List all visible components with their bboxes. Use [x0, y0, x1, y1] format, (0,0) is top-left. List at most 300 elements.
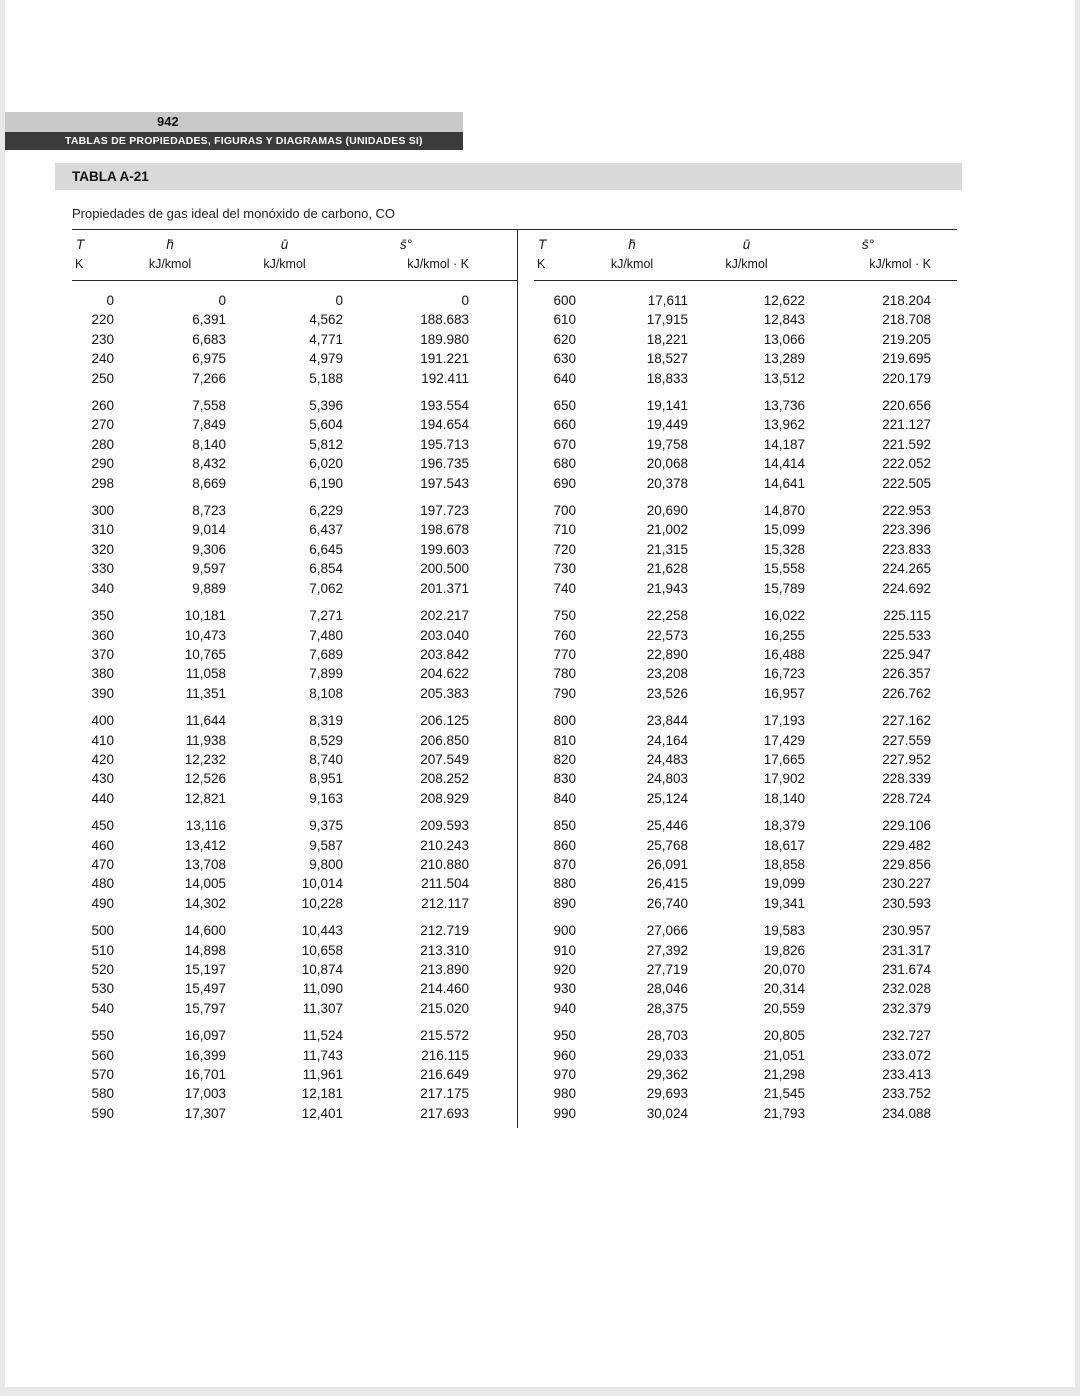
cell: 18,858: [763, 856, 805, 872]
table-row: [72, 836, 517, 855]
cell: 550: [91, 1028, 114, 1044]
cell: 820: [553, 751, 576, 767]
cell: 191.221: [420, 351, 469, 367]
cell: 232.727: [882, 1028, 931, 1044]
cell: 330: [91, 561, 114, 577]
cell: 9,587: [309, 837, 343, 853]
cell: 220.179: [882, 370, 931, 386]
cell: 27,392: [646, 942, 688, 958]
table-row: [534, 369, 957, 388]
cell: 17,902: [763, 771, 805, 787]
cell: 17,307: [184, 1105, 226, 1121]
cell: 490: [91, 895, 114, 911]
cell: 7,266: [192, 370, 226, 386]
column-header: ū: [742, 237, 751, 252]
cell: 19,826: [763, 942, 805, 958]
header-symbols-row: [534, 237, 957, 252]
cell: 14,414: [763, 456, 805, 472]
cell: 0: [461, 293, 469, 308]
cell: 920: [553, 962, 576, 977]
cell: 14,898: [184, 942, 226, 958]
cell: 760: [553, 627, 576, 643]
row-group: [72, 291, 517, 388]
cell: 9,597: [192, 561, 226, 577]
cell: 15,099: [763, 522, 805, 538]
cell: 940: [553, 1000, 576, 1016]
column-unit: kJ/kmol: [610, 257, 654, 271]
cell: 930: [553, 981, 576, 997]
table-row: [72, 684, 517, 703]
cell: 16,957: [763, 685, 805, 701]
cell: 29,033: [646, 1047, 688, 1063]
table-row: [72, 731, 517, 750]
cell: 225.533: [882, 627, 931, 643]
cell: 750: [553, 608, 576, 624]
cell: 17,003: [184, 1086, 226, 1102]
table-header: [534, 230, 957, 281]
cell: 380: [91, 666, 114, 682]
cell: 17,193: [763, 713, 805, 729]
cell: 11,351: [185, 685, 226, 701]
column-unit: K: [537, 257, 546, 271]
cell: 13,066: [763, 331, 805, 347]
table-row: [72, 855, 517, 874]
row-group: [534, 291, 957, 388]
table-row: [534, 501, 957, 520]
cell: 11,961: [302, 1067, 343, 1083]
cell: 8,319: [309, 713, 343, 729]
cell: 630: [553, 351, 576, 367]
cell: 221.127: [882, 417, 931, 433]
table-row: [534, 1104, 957, 1123]
column-header: s̄°: [399, 237, 413, 252]
cell: 209.593: [420, 818, 469, 834]
table-row: [534, 626, 957, 645]
cell: 11,090: [302, 981, 343, 997]
cell: 213.890: [420, 962, 469, 977]
table-row: [534, 979, 957, 998]
cell: 6,190: [309, 475, 343, 491]
cell: 11,938: [185, 732, 226, 748]
table-row: [534, 941, 957, 960]
cell: 202.217: [420, 608, 469, 624]
cell: 225.947: [882, 646, 931, 662]
cell: 240: [91, 351, 114, 367]
cell: 10,443: [301, 923, 343, 939]
cell: 370: [91, 646, 114, 662]
cell: 270: [91, 417, 114, 433]
cell: 226.357: [882, 666, 931, 682]
cell: 850: [553, 818, 576, 834]
cell: 870: [553, 856, 576, 872]
table-label: TABLA A-21: [72, 169, 149, 184]
cell: 16,488: [763, 646, 805, 662]
cell: 222.052: [882, 456, 931, 472]
cell: 194.654: [420, 417, 469, 433]
cell: 225.115: [883, 608, 931, 624]
cell: 990: [553, 1105, 576, 1121]
cell: 7,558: [192, 398, 226, 414]
row-group: [72, 921, 517, 1018]
cell: 15,497: [184, 981, 226, 997]
cell: 230: [91, 331, 114, 347]
cell: 960: [553, 1047, 576, 1063]
cell: 18,221: [646, 331, 688, 347]
table-row: [534, 816, 957, 835]
cell: 460: [91, 837, 114, 853]
table-row: [72, 789, 517, 808]
cell: 590: [91, 1105, 114, 1121]
table-row: [72, 435, 517, 454]
column-unit: kJ/kmol: [148, 257, 192, 271]
cell: 228.339: [882, 771, 931, 787]
table-row: [72, 941, 517, 960]
table-row: [72, 664, 517, 683]
table-row: [534, 1084, 957, 1103]
cell: 19,099: [763, 876, 805, 892]
cell: 800: [553, 713, 576, 729]
table-row: [72, 894, 517, 913]
cell: 600: [553, 293, 576, 308]
cell: 570: [91, 1067, 114, 1083]
column-unit: kJ/kmol: [263, 257, 306, 271]
cell: 233.752: [882, 1086, 931, 1102]
cell: 740: [553, 580, 576, 596]
header-symbols-row: [72, 237, 517, 252]
cell: 232.028: [882, 981, 931, 997]
column-unit: kJ/kmol · K: [869, 257, 931, 271]
table-row: [534, 349, 957, 368]
cell: 233.072: [882, 1047, 931, 1063]
cell: 208.252: [420, 771, 469, 787]
cell: 19,758: [646, 436, 688, 452]
cell: 680: [553, 456, 576, 472]
cell: 17,611: [647, 293, 688, 308]
table-row: [72, 1046, 517, 1065]
cell: 228.724: [882, 790, 931, 806]
cell: 206.850: [420, 732, 469, 748]
table-row: [534, 921, 957, 940]
cell: 203.842: [420, 646, 469, 662]
cell: 390: [91, 685, 114, 701]
cell: 26,091: [646, 856, 688, 872]
table-row: [534, 579, 957, 598]
header-units-row: [72, 257, 517, 280]
cell: 21,315: [646, 541, 688, 557]
table-row: [72, 454, 517, 473]
row-group: [534, 711, 957, 808]
cell: 780: [553, 666, 576, 682]
cell: 10,765: [184, 646, 226, 662]
cell: 198.678: [420, 522, 469, 538]
cell: 14,187: [763, 436, 805, 452]
row-group: [534, 606, 957, 703]
row-group: [72, 396, 517, 493]
cell: 19,449: [646, 417, 688, 433]
cell: 230.957: [882, 923, 931, 939]
cell: 8,740: [309, 751, 343, 767]
cell: 227.952: [882, 751, 931, 767]
table-row: [72, 1026, 517, 1045]
cell: 17,665: [763, 751, 805, 767]
table-row: [72, 960, 517, 979]
cell: 250: [91, 370, 114, 386]
cell: 223.396: [882, 522, 931, 538]
properties-table: [72, 229, 957, 1128]
cell: 222.505: [882, 475, 931, 491]
table-row: [72, 559, 517, 578]
cell: 0: [218, 293, 226, 308]
cell: 18,617: [763, 837, 805, 853]
table-body: [72, 281, 517, 1128]
cell: 23,526: [646, 685, 688, 701]
table-row: [72, 520, 517, 539]
cell: 280: [91, 436, 114, 452]
cell: 8,951: [309, 771, 343, 787]
cell: 950: [553, 1028, 576, 1044]
cell: 21,002: [646, 522, 688, 538]
document-page: [5, 0, 1075, 1387]
cell: 16,723: [763, 666, 805, 682]
cell: 4,979: [309, 351, 343, 367]
table-row: [72, 474, 517, 493]
table-row: [72, 369, 517, 388]
cell: 5,396: [309, 398, 343, 414]
cell: 28,046: [646, 981, 688, 997]
cell: 300: [91, 503, 114, 519]
cell: 214.460: [420, 981, 469, 997]
cell: 670: [553, 436, 576, 452]
column-unit: kJ/kmol · K: [407, 257, 469, 271]
cell: 10,658: [301, 942, 343, 958]
cell: 8,140: [192, 436, 226, 452]
cell: 10,473: [184, 627, 226, 643]
table-row: [534, 684, 957, 703]
cell: 12,181: [301, 1086, 343, 1102]
cell: 420: [91, 751, 114, 767]
cell: 218.708: [882, 312, 931, 328]
cell: 400: [91, 713, 114, 729]
cell: 730: [553, 561, 576, 577]
cell: 12,232: [184, 751, 226, 767]
table-row: [534, 711, 957, 730]
table-row: [534, 855, 957, 874]
cell: 232.379: [882, 1000, 931, 1016]
cell: 20,378: [646, 475, 688, 491]
cell: 12,401: [301, 1105, 343, 1121]
cell: 260: [91, 398, 114, 414]
cell: 24,803: [646, 771, 688, 787]
table-row: [534, 540, 957, 559]
cell: 197.723: [420, 503, 469, 519]
cell: 229.106: [882, 818, 931, 834]
table-row: [72, 396, 517, 415]
table-row: [72, 310, 517, 329]
table-row: [534, 396, 957, 415]
cell: 199.603: [420, 541, 469, 557]
cell: 215.572: [420, 1028, 469, 1044]
cell: 6,437: [309, 522, 343, 538]
cell: 7,899: [309, 666, 343, 682]
cell: 18,833: [646, 370, 688, 386]
table-row: [72, 921, 517, 940]
cell: 11,524: [302, 1028, 343, 1044]
cell: 192.411: [421, 370, 469, 386]
cell: 900: [553, 923, 576, 939]
cell: 10,228: [301, 895, 343, 911]
cell: 212.719: [420, 923, 469, 939]
column-header: s̄°: [861, 237, 875, 252]
cell: 20,559: [763, 1000, 805, 1016]
cell: 520: [91, 962, 114, 977]
cell: 14,005: [184, 876, 226, 892]
cell: 203.040: [420, 627, 469, 643]
row-group: [72, 711, 517, 808]
cell: 212.117: [421, 895, 469, 911]
cell: 11,644: [185, 713, 226, 729]
table-row: [534, 310, 957, 329]
table-label-bar: [55, 163, 962, 190]
cell: 26,415: [646, 876, 688, 892]
table-row: [534, 291, 957, 310]
cell: 21,298: [763, 1067, 805, 1083]
cell: 310: [91, 522, 114, 538]
table-row: [72, 626, 517, 645]
cell: 840: [553, 790, 576, 806]
cell: 224.265: [882, 561, 931, 577]
cell: 500: [91, 923, 114, 939]
cell: 6,020: [309, 456, 343, 472]
cell: 26,740: [646, 895, 688, 911]
cell: 197.543: [420, 475, 469, 491]
cell: 700: [553, 503, 576, 519]
cell: 580: [91, 1086, 114, 1102]
cell: 350: [91, 608, 114, 624]
cell: 14,870: [763, 503, 805, 519]
cell: 430: [91, 771, 114, 787]
table-row: [534, 1046, 957, 1065]
section-header-bar: [5, 132, 463, 150]
cell: 13,736: [763, 398, 805, 414]
table-row: [534, 474, 957, 493]
cell: 12,622: [763, 293, 805, 308]
table-row: [72, 501, 517, 520]
cell: 196.735: [420, 456, 469, 472]
cell: 21,793: [763, 1105, 805, 1121]
cell: 201.371: [420, 580, 469, 596]
cell: 4,771: [309, 331, 343, 347]
cell: 440: [91, 790, 114, 806]
cell: 5,604: [309, 417, 343, 433]
row-group: [72, 816, 517, 913]
cell: 15,797: [184, 1000, 226, 1016]
cell: 298: [91, 475, 114, 491]
cell: 18,527: [646, 351, 688, 367]
cell: 28,375: [646, 1000, 688, 1016]
cell: 220: [91, 312, 114, 328]
cell: 222.953: [882, 503, 931, 519]
cell: 880: [553, 876, 576, 892]
table-row: [72, 1104, 517, 1123]
table-row: [534, 1065, 957, 1084]
table-row: [534, 559, 957, 578]
table-row: [534, 1026, 957, 1045]
cell: 19,141: [646, 398, 688, 414]
cell: 540: [91, 1000, 114, 1016]
cell: 15,328: [763, 541, 805, 557]
cell: 18,379: [763, 818, 805, 834]
cell: 223.833: [882, 541, 931, 557]
cell: 15,197: [184, 962, 226, 977]
cell: 13,412: [184, 837, 226, 853]
table-row: [72, 769, 517, 788]
cell: 22,258: [646, 608, 688, 624]
table-row: [534, 894, 957, 913]
cell: 25,768: [646, 837, 688, 853]
cell: 860: [553, 837, 576, 853]
cell: 360: [91, 627, 114, 643]
header-units-row: [534, 257, 957, 280]
table-caption: Propiedades de gas ideal del monóxido de carbono, CO: [72, 206, 396, 221]
cell: 189.980: [420, 331, 469, 347]
cell: 530: [91, 981, 114, 997]
cell: 29,693: [646, 1086, 688, 1102]
cell: 19,341: [763, 895, 805, 911]
table-row: [72, 579, 517, 598]
cell: 21,545: [763, 1086, 805, 1102]
cell: 340: [91, 580, 114, 596]
cell: 7,271: [309, 608, 343, 624]
cell: 21,051: [763, 1047, 805, 1063]
cell: 8,529: [309, 732, 343, 748]
cell: 231.317: [882, 942, 931, 958]
table-row: [72, 330, 517, 349]
cell: 14,302: [184, 895, 226, 911]
cell: 6,683: [192, 331, 226, 347]
table-row: [534, 769, 957, 788]
cell: 16,097: [184, 1028, 226, 1044]
cell: 22,890: [646, 646, 688, 662]
cell: 13,116: [185, 818, 226, 834]
cell: 14,600: [184, 923, 226, 939]
cell: 910: [553, 942, 576, 958]
cell: 8,669: [192, 475, 226, 491]
cell: 15,558: [763, 561, 805, 577]
table-row: [534, 731, 957, 750]
table-row: [72, 999, 517, 1018]
cell: 620: [553, 331, 576, 347]
table-row: [534, 874, 957, 893]
cell: 830: [553, 771, 576, 787]
cell: 450: [91, 818, 114, 834]
cell: 5,188: [309, 370, 343, 386]
cell: 28,703: [646, 1028, 688, 1044]
table-row: [72, 816, 517, 835]
cell: 211.504: [421, 876, 469, 892]
cell: 10,014: [301, 876, 343, 892]
cell: 8,108: [309, 685, 343, 701]
cell: 207.549: [420, 751, 469, 767]
table-row: [534, 750, 957, 769]
cell: 217.175: [420, 1086, 469, 1102]
cell: 23,208: [646, 666, 688, 682]
table-row: [534, 435, 957, 454]
cell: 12,526: [184, 771, 226, 787]
row-group: [534, 921, 957, 1018]
table-row: [534, 664, 957, 683]
cell: 810: [553, 732, 576, 748]
cell: 290: [91, 456, 114, 472]
